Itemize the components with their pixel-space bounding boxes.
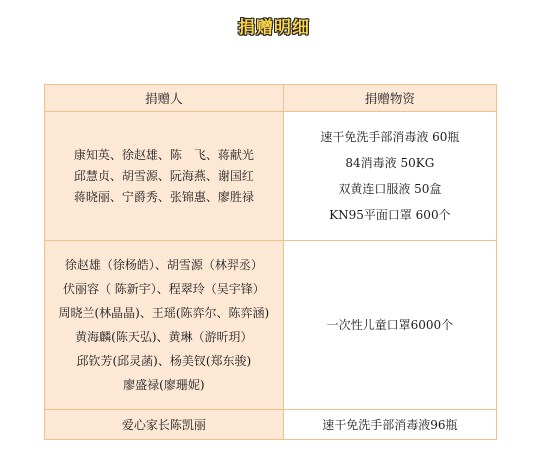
donor-line: 周晓兰(林晶晶)、王瑶(陈弈尔、陈弈涵): [58, 306, 270, 320]
donor-line: 邱钦芳(邱灵菡)、杨美钗(郑东骏): [76, 354, 252, 368]
column-header-donor: 捐赠人: [45, 85, 284, 112]
goods-cell: [283, 241, 496, 410]
table-row: [45, 241, 497, 410]
goods-line: 双黄连口服液 50盒: [338, 182, 442, 196]
column-header-goods: 捐赠物资: [283, 85, 496, 112]
page-title: 捐赠明细: [238, 18, 310, 38]
donor-line: 爱心家长陈凯丽: [121, 417, 206, 432]
goods-cell: [283, 410, 496, 440]
donor-line: 廖盛禄(廖珊妮): [123, 378, 205, 392]
donor-line: 康知英、徐赵雄、陈 飞、蒋献光: [73, 147, 254, 162]
donor-cell: [45, 112, 284, 241]
goods-line: 84消毒液 50KG: [345, 156, 435, 170]
goods-cell: [283, 112, 496, 241]
donor-line: 黄海麟(陈天弘)、黄琳（游昕玥）: [75, 330, 253, 344]
donor-line: 邱慧贞、胡雪源、阮海燕、谢国红: [73, 168, 254, 183]
goods-line: 速干免洗手部消毒液96瓶: [322, 417, 458, 432]
table-row: [45, 410, 497, 440]
table-header-row: [45, 85, 497, 112]
goods-line: KN95平面口罩 600个: [329, 208, 451, 222]
goods-line: 速干免洗手部消毒液 60瓶: [320, 130, 460, 144]
donation-table: [44, 84, 497, 440]
goods-line: 一次性儿童口罩6000个: [326, 318, 454, 332]
donor-line: 蒋晓丽、宁爵秀、张锦惠、廖胜禄: [73, 189, 254, 204]
donor-cell: [45, 241, 284, 410]
donor-cell: [45, 410, 284, 440]
donor-line: 徐赵雄（徐杨皓）、胡雪源（林羿丞）: [64, 258, 263, 272]
table-row: [45, 112, 497, 241]
donor-line: 伏丽容（ 陈新宇）、程翠玲（吴宇锋）: [62, 282, 265, 296]
